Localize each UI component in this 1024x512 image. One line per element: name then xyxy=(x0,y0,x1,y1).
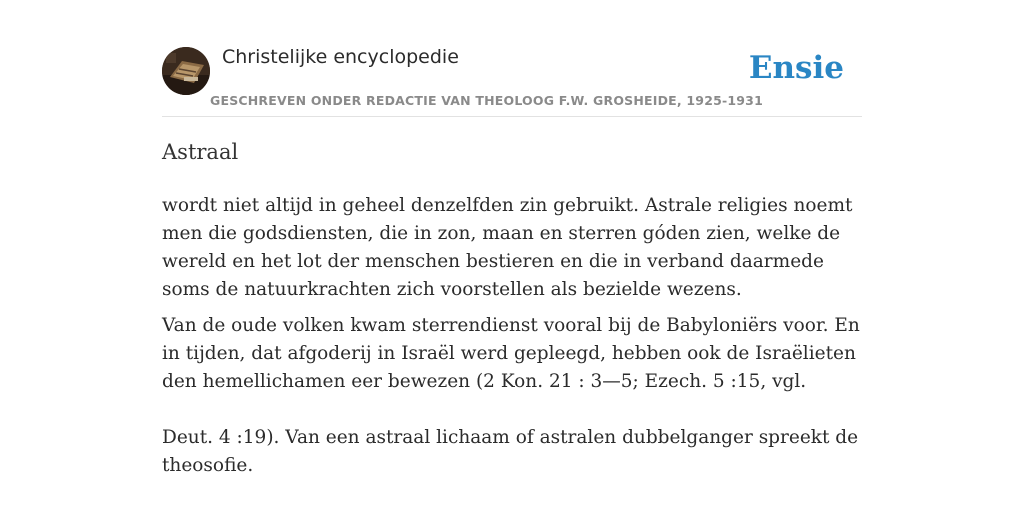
article-paragraph: wordt niet altijd in geheel denzelfden zin gebruikt. Astrale religies noemt men die godsdiensten, die in zon, maan en sterren góden zien, welke de wereld en het lot der menschen bestieren en die in verband daarmede soms de natuurkrachten zich voorstellen als bezielde wezens. xyxy=(162,195,853,300)
site-subtitle: GESCHREVEN ONDER REDACTIE VAN THEOLOOG F.W. GROSHEIDE, 1925-1931 xyxy=(210,93,763,108)
article-paragraph: Van de oude volken kwam sterrendienst vooral bij de Babyloniërs voor. En in tijden, dat afgoderij in Israël werd gepleegd, hebben ook de Israëlieten den hemellichamen eer bewezen (2 Kon. 21 : 3—5; Ezech. 5 :15, vgl. xyxy=(162,315,860,392)
encyclopedia-avatar[interactable] xyxy=(162,47,210,95)
ensie-logo[interactable]: Ensie xyxy=(748,50,844,86)
site-title[interactable]: Christelijke encyclopedie xyxy=(222,46,459,68)
article-title: Astraal xyxy=(162,140,239,164)
book-photo-icon xyxy=(162,47,210,95)
article-body xyxy=(162,192,862,488)
article-paragraph: Deut. 4 :19). Van een astraal lichaam of astralen dubbelganger spreekt de theosofie. xyxy=(162,427,859,476)
site-header xyxy=(162,45,862,117)
